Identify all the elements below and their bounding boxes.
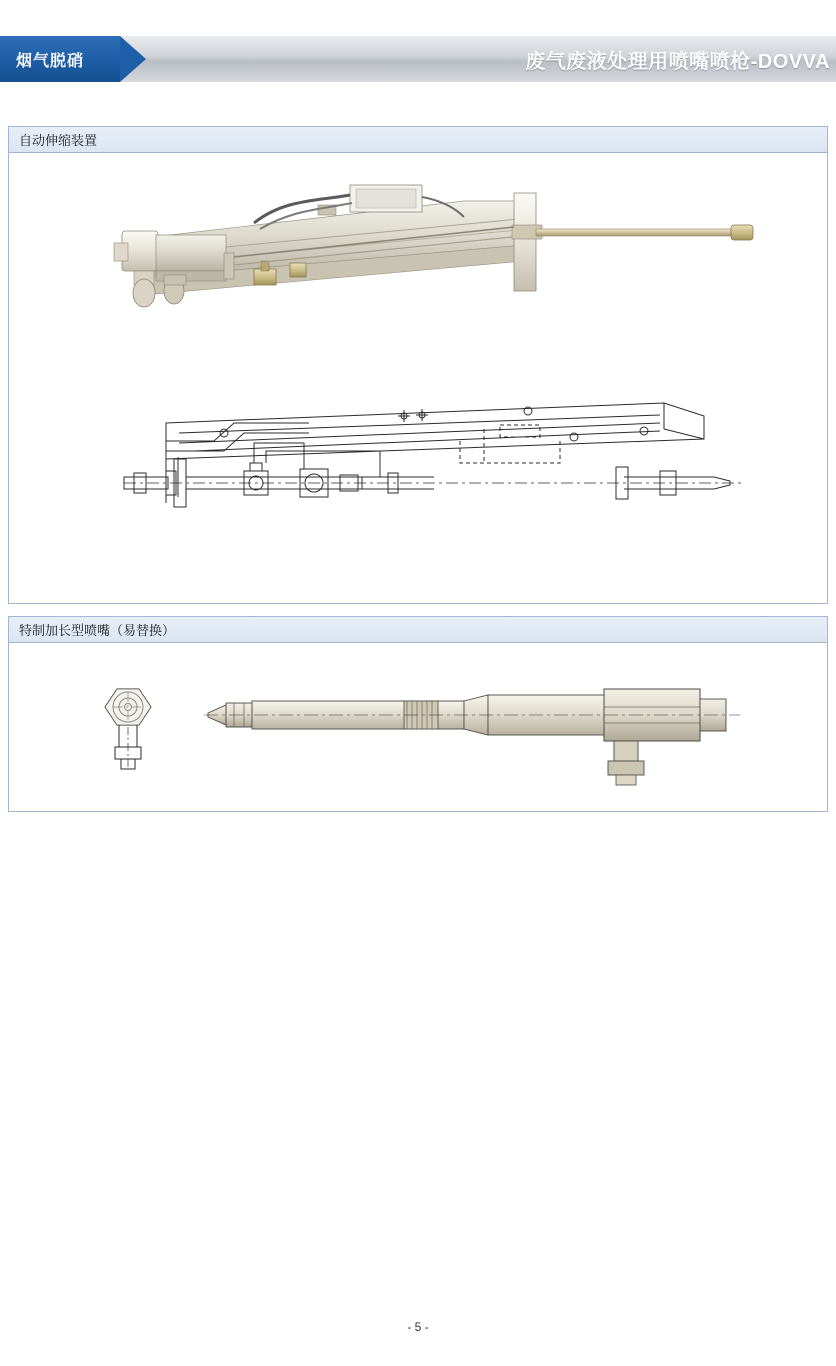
panel-extended-nozzle-body xyxy=(9,643,827,811)
photo-automatic-retracting-lance xyxy=(104,183,774,343)
panel-auto-retract-title: 自动伸缩装置 xyxy=(9,127,827,153)
header-category-tab xyxy=(0,36,120,82)
header-category-label: 烟气脱硝 xyxy=(16,52,85,70)
panel-auto-retract-body xyxy=(9,153,827,603)
drawing-nozzle-end-view xyxy=(77,681,187,791)
footer-page-number: - 5 - xyxy=(407,1320,429,1334)
technical-drawing-retracting-lance xyxy=(104,371,764,571)
page-title: 废气废液处理用喷嘴喷枪-DOVVA xyxy=(525,50,830,73)
panel-extended-nozzle xyxy=(8,616,828,812)
panel-extended-nozzle-title: 特制加长型喷嘴（易替换） xyxy=(9,617,827,643)
page-header xyxy=(0,36,836,82)
panel-auto-retract xyxy=(8,126,828,604)
drawing-nozzle-side-view xyxy=(204,683,744,793)
header-tab-arrow-icon xyxy=(120,36,146,82)
